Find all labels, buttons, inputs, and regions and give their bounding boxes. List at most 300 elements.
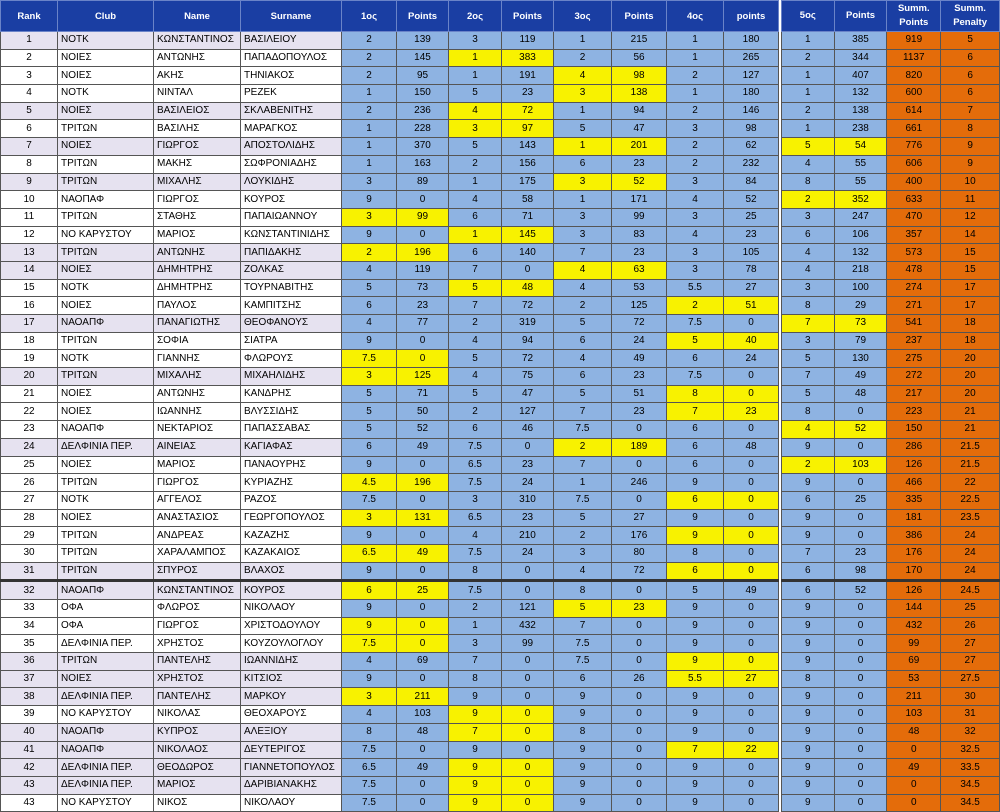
race-points-cell: 0 <box>397 776 449 794</box>
race-points-cell: 25 <box>724 208 779 226</box>
surname-cell: ΓΙΑΝΝΕΤΟΠΟΥΛΟΣ <box>241 759 342 777</box>
race-points-cell: 103 <box>397 706 449 724</box>
race-position-cell: 2 <box>554 297 612 315</box>
summ-points-cell: 103 <box>887 706 941 724</box>
race-position-cell: 5 <box>342 385 397 403</box>
name-cell: ΑΝΔΡΕΑΣ <box>154 527 241 545</box>
name-cell: ΣΟΦΙΑ <box>154 332 241 350</box>
race-position-cell: 2 <box>554 527 612 545</box>
header-race5: 5ος <box>782 1 835 32</box>
race-position-cell: 7 <box>449 723 502 741</box>
rank-cell: 35 <box>1 635 58 653</box>
race5-position-cell: 7 <box>782 368 835 386</box>
race-position-cell: 7 <box>667 741 724 759</box>
race-points-cell: 0 <box>724 474 779 492</box>
race-points-cell: 131 <box>397 509 449 527</box>
race-position-cell: 3 <box>342 208 397 226</box>
race-position-cell: 3 <box>667 244 724 262</box>
race5-position-cell: 2 <box>782 456 835 474</box>
club-cell: NOTK <box>58 32 154 50</box>
race-points-cell: 72 <box>612 562 667 581</box>
summ-points-cell: 541 <box>887 315 941 333</box>
race-position-cell: 7.5 <box>554 635 612 653</box>
race-points-cell: 23 <box>612 600 667 618</box>
summ-penalty-cell: 6 <box>941 67 1000 85</box>
race5-points-cell: 0 <box>834 403 887 421</box>
race-points-cell: 0 <box>397 794 449 812</box>
race-position-cell: 5 <box>342 403 397 421</box>
name-cell: ΓΙΩΡΓΟΣ <box>154 474 241 492</box>
race-position-cell: 8 <box>449 562 502 581</box>
race-position-cell: 7.5 <box>554 653 612 671</box>
race-position-cell: 2 <box>449 315 502 333</box>
rank-cell: 11 <box>1 208 58 226</box>
race-position-cell: 7.5 <box>342 741 397 759</box>
race-points-cell: 98 <box>612 67 667 85</box>
summ-penalty-cell: 24 <box>941 527 1000 545</box>
race5-points-cell: 0 <box>834 617 887 635</box>
race-position-cell: 6 <box>667 491 724 509</box>
race-position-cell: 6 <box>667 438 724 456</box>
summ-points-cell: 99 <box>887 635 941 653</box>
race-position-cell: 5 <box>449 279 502 297</box>
race-points-cell: 370 <box>397 138 449 156</box>
race-position-cell: 2 <box>342 244 397 262</box>
club-cell: ΟΦΑ <box>58 617 154 635</box>
name-cell: ΑΝΑΣΤΑΣΙΟΣ <box>154 509 241 527</box>
race5-position-cell: 9 <box>782 617 835 635</box>
race-points-cell: 0 <box>724 527 779 545</box>
name-cell: ΚΩΝΣΤΑΝΤΙΝΟΣ <box>154 32 241 50</box>
surname-cell: ΧΡΙΣΤΟΔΟΥΛΟΥ <box>241 617 342 635</box>
name-cell: ΧΑΡΑΛΑΜΠΟΣ <box>154 544 241 562</box>
race-position-cell: 3 <box>554 208 612 226</box>
race5-position-cell: 9 <box>782 438 835 456</box>
summary-row <box>782 297 1000 315</box>
summ-points-cell: 820 <box>887 67 941 85</box>
summary-row <box>782 600 1000 618</box>
race-points-cell: 119 <box>397 261 449 279</box>
header-points1: Points <box>397 1 449 32</box>
race5-points-cell: 344 <box>834 49 887 67</box>
race5-position-cell: 9 <box>782 527 835 545</box>
race-position-cell: 6 <box>342 297 397 315</box>
club-cell: ΝΑΟΑΠΦ <box>58 723 154 741</box>
name-cell: ΑΝΤΩΝΗΣ <box>154 244 241 262</box>
race-position-cell: 9 <box>667 776 724 794</box>
race-points-cell: 319 <box>502 315 554 333</box>
race-position-cell: 5 <box>554 315 612 333</box>
race-points-cell: 0 <box>724 794 779 812</box>
race-position-cell: 3 <box>667 261 724 279</box>
summ-penalty-cell: 34.5 <box>941 794 1000 812</box>
club-cell: ΝΑΟΑΠΦ <box>58 741 154 759</box>
race-position-cell: 1 <box>554 474 612 492</box>
race5-position-cell: 1 <box>782 67 835 85</box>
race-position-cell: 2 <box>667 102 724 120</box>
race-position-cell: 9 <box>342 226 397 244</box>
table-row <box>1 723 779 741</box>
race-points-cell: 156 <box>502 155 554 173</box>
race-position-cell: 3 <box>554 173 612 191</box>
rank-cell: 10 <box>1 191 58 209</box>
race-points-cell: 0 <box>724 688 779 706</box>
race-points-cell: 0 <box>502 794 554 812</box>
race-points-cell: 196 <box>397 244 449 262</box>
rank-cell: 19 <box>1 350 58 368</box>
summary-row <box>782 759 1000 777</box>
club-cell: ΤΡΙΤΩΝ <box>58 208 154 226</box>
race-points-cell: 0 <box>502 562 554 581</box>
summ-points-cell: 432 <box>887 617 941 635</box>
name-cell: ΒΑΣΙΛΗΣ <box>154 120 241 138</box>
race-points-cell: 58 <box>502 191 554 209</box>
summ-points-cell: 400 <box>887 173 941 191</box>
race-points-cell: 98 <box>724 120 779 138</box>
name-cell: ΣΤΑΘΗΣ <box>154 208 241 226</box>
table-row <box>1 474 779 492</box>
club-cell: ΔΕΛΦΙΝΙΑ ΠΕΡ. <box>58 759 154 777</box>
summary-row <box>782 544 1000 562</box>
table-row <box>1 244 779 262</box>
club-cell: ΔΕΛΦΙΝΙΑ ΠΕΡ. <box>58 438 154 456</box>
race-position-cell: 4 <box>554 279 612 297</box>
race-position-cell: 9 <box>449 794 502 812</box>
race-points-cell: 52 <box>612 173 667 191</box>
summ-penalty-cell: 17 <box>941 297 1000 315</box>
race-position-cell: 2 <box>667 155 724 173</box>
summ-penalty-cell: 18 <box>941 315 1000 333</box>
summ-points-cell: 69 <box>887 653 941 671</box>
race-points-cell: 62 <box>724 138 779 156</box>
race-points-cell: 0 <box>612 421 667 439</box>
race-points-cell: 0 <box>612 581 667 600</box>
race-points-cell: 49 <box>612 350 667 368</box>
surname-cell: ΜΑΡΚΟΥ <box>241 688 342 706</box>
race-points-cell: 23 <box>612 368 667 386</box>
header-summ-penalty: Summ. Penalty <box>941 1 1000 32</box>
club-cell: ΤΡΙΤΩΝ <box>58 544 154 562</box>
race5-position-cell: 9 <box>782 794 835 812</box>
race-points-cell: 24 <box>724 350 779 368</box>
race-position-cell: 6 <box>449 244 502 262</box>
race-points-cell: 0 <box>612 794 667 812</box>
header-club: Club <box>58 1 154 32</box>
name-cell: ΓΙΩΡΓΟΣ <box>154 617 241 635</box>
summary-row <box>782 67 1000 85</box>
summary-row <box>782 403 1000 421</box>
race-position-cell: 7.5 <box>342 350 397 368</box>
race-points-cell: 127 <box>502 403 554 421</box>
race5-position-cell: 2 <box>782 191 835 209</box>
summary-row <box>782 279 1000 297</box>
race5-position-cell: 2 <box>782 49 835 67</box>
race-position-cell: 6 <box>554 670 612 688</box>
summ-points-cell: 275 <box>887 350 941 368</box>
table-row <box>1 562 779 581</box>
race-points-cell: 0 <box>724 635 779 653</box>
race5-points-cell: 407 <box>834 67 887 85</box>
table-row <box>1 581 779 600</box>
club-cell: ΔΕΛΦΙΝΙΑ ΠΕΡ. <box>58 688 154 706</box>
rank-cell: 4 <box>1 85 58 103</box>
rank-cell: 2 <box>1 49 58 67</box>
club-cell: NOTK <box>58 85 154 103</box>
club-cell: ΝΟΙΕΣ <box>58 102 154 120</box>
race-position-cell: 8 <box>667 385 724 403</box>
race-position-cell: 3 <box>554 226 612 244</box>
surname-cell: ΙΩΑΝΝΙΔΗΣ <box>241 653 342 671</box>
race5-points-cell: 0 <box>834 474 887 492</box>
race-position-cell: 4 <box>342 315 397 333</box>
rank-cell: 28 <box>1 509 58 527</box>
table-row <box>1 332 779 350</box>
surname-cell: ΤΗΝΙΑΚΟΣ <box>241 67 342 85</box>
name-cell: ΣΠΥΡΟΣ <box>154 562 241 581</box>
summ-points-cell: 466 <box>887 474 941 492</box>
name-cell: ΝΙΝΤΑΛ <box>154 85 241 103</box>
race-position-cell: 9 <box>342 332 397 350</box>
table-row <box>1 456 779 474</box>
summary-row <box>782 670 1000 688</box>
race-position-cell: 6.5 <box>342 544 397 562</box>
race-points-cell: 48 <box>724 438 779 456</box>
race-points-cell: 125 <box>612 297 667 315</box>
rank-cell: 40 <box>1 723 58 741</box>
summ-penalty-cell: 26 <box>941 617 1000 635</box>
race-position-cell: 2 <box>342 67 397 85</box>
summary-row <box>782 776 1000 794</box>
race-position-cell: 7 <box>554 244 612 262</box>
surname-cell: ΠΑΠΑΔΟΠΟΥΛΟΣ <box>241 49 342 67</box>
race5-position-cell: 9 <box>782 653 835 671</box>
rank-cell: 30 <box>1 544 58 562</box>
race-points-cell: 0 <box>397 617 449 635</box>
race5-position-cell: 9 <box>782 759 835 777</box>
race-points-cell: 47 <box>502 385 554 403</box>
race-points-cell: 99 <box>502 635 554 653</box>
race-points-cell: 23 <box>612 155 667 173</box>
rank-cell: 41 <box>1 741 58 759</box>
race-points-cell: 0 <box>397 191 449 209</box>
surname-cell: ΡΑΖΟΣ <box>241 491 342 509</box>
summ-points-cell: 126 <box>887 456 941 474</box>
race-points-cell: 48 <box>502 279 554 297</box>
table-row <box>1 350 779 368</box>
race-points-cell: 0 <box>724 509 779 527</box>
race5-points-cell: 0 <box>834 670 887 688</box>
race-points-cell: 72 <box>502 297 554 315</box>
race-points-cell: 189 <box>612 438 667 456</box>
race-points-cell: 180 <box>724 85 779 103</box>
race-position-cell: 8 <box>449 670 502 688</box>
race5-points-cell: 49 <box>834 368 887 386</box>
race-points-cell: 78 <box>724 261 779 279</box>
race-points-cell: 0 <box>724 491 779 509</box>
race-position-cell: 9 <box>554 794 612 812</box>
race-position-cell: 6 <box>449 208 502 226</box>
race-points-cell: 0 <box>397 670 449 688</box>
club-cell: ΤΡΙΤΩΝ <box>58 527 154 545</box>
summary-header-row <box>782 1 1000 32</box>
summ-points-cell: 919 <box>887 32 941 50</box>
race-position-cell: 3 <box>449 635 502 653</box>
summ-penalty-cell: 27 <box>941 653 1000 671</box>
summ-points-cell: 386 <box>887 527 941 545</box>
race-points-cell: 47 <box>612 120 667 138</box>
name-cell: ΝΕΚΤΑΡΙΟΣ <box>154 421 241 439</box>
race-points-cell: 75 <box>502 368 554 386</box>
summ-points-cell: 272 <box>887 368 941 386</box>
rank-cell: 32 <box>1 581 58 600</box>
surname-cell: ΣΩΦΡΟΝΙΑΔΗΣ <box>241 155 342 173</box>
race-points-cell: 228 <box>397 120 449 138</box>
summary-row <box>782 438 1000 456</box>
club-cell: ΤΡΙΤΩΝ <box>58 120 154 138</box>
surname-cell: ΚΑΝΔΡΗΣ <box>241 385 342 403</box>
summary-row <box>782 456 1000 474</box>
summary-row <box>782 155 1000 173</box>
race-position-cell: 3 <box>667 173 724 191</box>
race5-points-cell: 25 <box>834 491 887 509</box>
race-position-cell: 9 <box>554 776 612 794</box>
race5-position-cell: 4 <box>782 261 835 279</box>
summ-penalty-cell: 31 <box>941 706 1000 724</box>
summ-penalty-cell: 24 <box>941 544 1000 562</box>
race-points-cell: 143 <box>502 138 554 156</box>
race-position-cell: 5 <box>449 138 502 156</box>
surname-cell: ΤΟΥΡΝΑΒΙΤΗΣ <box>241 279 342 297</box>
header-surname: Surname <box>241 1 342 32</box>
race5-points-cell: 55 <box>834 173 887 191</box>
race-position-cell: 7 <box>554 403 612 421</box>
summary-row <box>782 261 1000 279</box>
summary-row <box>782 85 1000 103</box>
race5-position-cell: 8 <box>782 670 835 688</box>
table-row <box>1 688 779 706</box>
surname-cell: ΚΑΓΙΑΦΑΣ <box>241 438 342 456</box>
race-position-cell: 3 <box>667 120 724 138</box>
summary-row <box>782 509 1000 527</box>
surname-cell: ΜΑΡΑΓΚΟΣ <box>241 120 342 138</box>
header-race3: 3ος <box>554 1 612 32</box>
race-position-cell: 5.5 <box>667 670 724 688</box>
race-points-cell: 23 <box>724 226 779 244</box>
surname-cell: ΖΟΛΚΑΣ <box>241 261 342 279</box>
race-points-cell: 51 <box>612 385 667 403</box>
race-position-cell: 9 <box>342 562 397 581</box>
summary-row <box>782 527 1000 545</box>
race-position-cell: 7.5 <box>342 635 397 653</box>
summ-points-cell: 478 <box>887 261 941 279</box>
race5-position-cell: 5 <box>782 350 835 368</box>
race-position-cell: 5 <box>342 279 397 297</box>
race-points-cell: 0 <box>397 635 449 653</box>
race-position-cell: 6 <box>667 562 724 581</box>
race-points-cell: 119 <box>502 32 554 50</box>
race-points-cell: 139 <box>397 32 449 50</box>
race-position-cell: 3 <box>342 173 397 191</box>
club-cell: ΝΟΙΕΣ <box>58 403 154 421</box>
table-row <box>1 741 779 759</box>
race-points-cell: 0 <box>724 456 779 474</box>
club-cell: ΝΟΙΕΣ <box>58 67 154 85</box>
rank-cell: 3 <box>1 67 58 85</box>
summ-points-cell: 0 <box>887 741 941 759</box>
race-points-cell: 0 <box>502 653 554 671</box>
race-position-cell: 1 <box>554 102 612 120</box>
race-position-cell: 5 <box>554 120 612 138</box>
club-cell: ΝΟΙΕΣ <box>58 138 154 156</box>
race-position-cell: 9 <box>667 653 724 671</box>
race5-position-cell: 9 <box>782 600 835 618</box>
race5-position-cell: 1 <box>782 85 835 103</box>
race-position-cell: 4 <box>342 653 397 671</box>
summary-row <box>782 706 1000 724</box>
race-position-cell: 1 <box>554 32 612 50</box>
name-cell: ΜΑΡΙΟΣ <box>154 226 241 244</box>
race5-points-cell: 352 <box>834 191 887 209</box>
name-cell: ΑΙΝΕΙΑΣ <box>154 438 241 456</box>
race5-position-cell: 4 <box>782 155 835 173</box>
surname-cell: ΓΕΩΡΓΟΠΟΥΛΟΣ <box>241 509 342 527</box>
club-cell: ΝΑΟΑΠΦ <box>58 581 154 600</box>
race5-position-cell: 8 <box>782 173 835 191</box>
race-points-cell: 95 <box>397 67 449 85</box>
race-position-cell: 4 <box>554 261 612 279</box>
race-points-cell: 0 <box>397 456 449 474</box>
race5-points-cell: 0 <box>834 759 887 777</box>
race-points-cell: 0 <box>724 385 779 403</box>
race-points-cell: 89 <box>397 173 449 191</box>
race-position-cell: 6.5 <box>449 509 502 527</box>
race-position-cell: 9 <box>554 706 612 724</box>
race5-points-cell: 0 <box>834 527 887 545</box>
race-points-cell: 0 <box>502 706 554 724</box>
table-row <box>1 261 779 279</box>
race5-points-cell: 48 <box>834 385 887 403</box>
surname-cell: ΚΥΡΙΑΖΗΣ <box>241 474 342 492</box>
race-position-cell: 7 <box>449 261 502 279</box>
race-position-cell: 9 <box>667 527 724 545</box>
summ-penalty-cell: 15 <box>941 244 1000 262</box>
race-position-cell: 9 <box>667 474 724 492</box>
race5-points-cell: 73 <box>834 315 887 333</box>
summ-points-cell: 237 <box>887 332 941 350</box>
name-cell: ΑΝΤΩΝΗΣ <box>154 385 241 403</box>
race-position-cell: 1 <box>554 138 612 156</box>
summ-penalty-cell: 11 <box>941 191 1000 209</box>
rank-cell: 36 <box>1 653 58 671</box>
race-points-cell: 24 <box>502 544 554 562</box>
rank-cell: 39 <box>1 706 58 724</box>
race-points-cell: 94 <box>502 332 554 350</box>
race-position-cell: 5 <box>554 600 612 618</box>
race-points-cell: 0 <box>612 456 667 474</box>
club-cell: ΝΟ ΚΑΡΥΣΤΟΥ <box>58 706 154 724</box>
table-row <box>1 794 779 812</box>
race5-points-cell: 247 <box>834 208 887 226</box>
race-points-cell: 215 <box>612 32 667 50</box>
name-cell: ΜΑΡΙΟΣ <box>154 456 241 474</box>
rank-cell: 37 <box>1 670 58 688</box>
summ-penalty-cell: 5 <box>941 32 1000 50</box>
race5-position-cell: 6 <box>782 491 835 509</box>
race-points-cell: 0 <box>397 350 449 368</box>
surname-cell: ΒΛΥΣΣΙΔΗΣ <box>241 403 342 421</box>
race-position-cell: 1 <box>554 191 612 209</box>
rank-cell: 25 <box>1 456 58 474</box>
